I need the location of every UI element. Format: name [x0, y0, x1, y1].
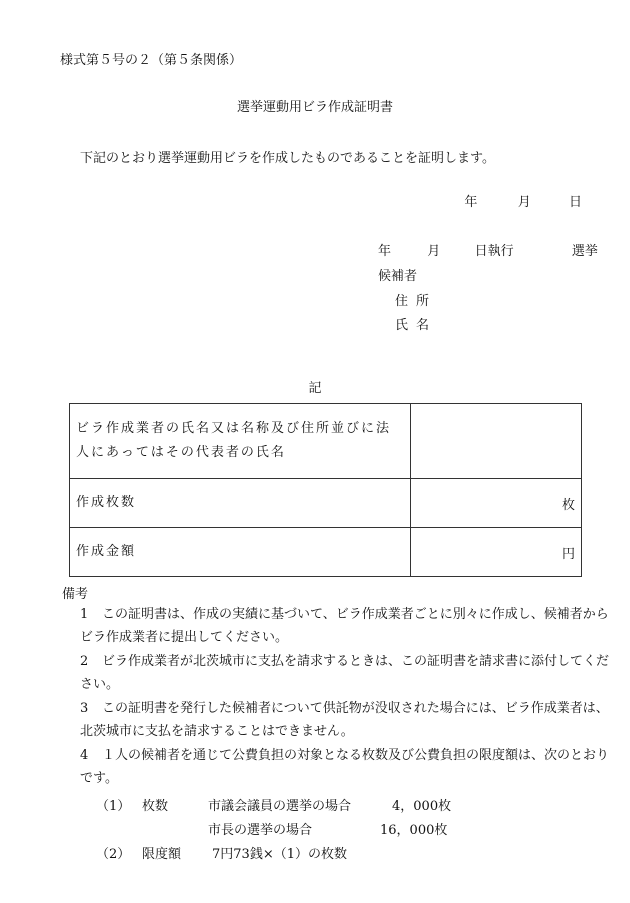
sub1-label: 枚数 [142, 799, 169, 814]
candidate-label: 候補者 [378, 269, 418, 284]
remarks-heading: 備考 [62, 587, 89, 602]
election-label: 選挙 [571, 244, 598, 259]
remark-number: 2 [80, 654, 89, 669]
remark-item [80, 697, 610, 743]
issue-date [464, 191, 582, 210]
vendor-name-label: ビラ作成業者の氏名又は名称及び住所並びに法人にあってはその代表者の氏名 [70, 404, 411, 479]
document-title: 選挙運動用ビラ作成証明書 [236, 100, 393, 115]
election-line [378, 240, 598, 259]
amount-label: 作成金額 [70, 528, 411, 577]
remark-text: この証明書は、作成の実績に基づいて、ビラ作成業者ごとに別々に作成し、候補者からビラ作成業者に提出してください。 [80, 607, 609, 645]
sub1-item-name: 市議会議員の選挙の場合 [208, 799, 352, 814]
remark-text: この証明書を発行した候補者について供託物が没収された場合には、ビラ作成業者は、北茨城市に支払を請求することはできません。 [80, 701, 609, 739]
election-month: 月 [427, 244, 441, 259]
quantity-unit: 枚 [561, 497, 575, 513]
sub1-number: （1） [96, 799, 131, 814]
sub1-item-value: 16，000枚 [380, 823, 448, 838]
table-row [70, 528, 582, 577]
election-executed: 日執行 [474, 244, 514, 259]
address-label: 住所 [395, 294, 438, 309]
intro-text: 下記のとおり選挙運動用ビラを作成したものであることを証明します。 [80, 151, 495, 166]
form-number: 様式第５号の２（第５条関係） [60, 53, 243, 68]
table-row [70, 479, 582, 528]
ki-heading: 記 [308, 381, 322, 396]
table-row [70, 404, 582, 479]
name-label: 氏名 [395, 318, 438, 333]
remark-item [80, 603, 610, 649]
remark-text: ビラ作成業者が北茨城市に支払を請求するときは、この証明書を請求書に添付してください。 [80, 654, 610, 692]
sub2-value: 7円73銭×（1）の枚数 [212, 847, 347, 862]
remark-text: １人の候補者を通じて公費負担の対象となる枚数及び公費負担の限度額は、次のとおりです。 [80, 748, 610, 786]
remark-number: 1 [80, 607, 89, 622]
sub1-item-name: 市長の選挙の場合 [208, 823, 313, 838]
quantity-field[interactable] [411, 479, 582, 528]
sub1-item-value: 4，000枚 [392, 799, 452, 814]
date-month: 月 [517, 195, 531, 210]
amount-unit: 円 [561, 546, 575, 562]
sub2-label: 限度額 [142, 847, 182, 862]
vendor-name-field[interactable] [411, 404, 582, 479]
remark-number: 4 [80, 748, 89, 763]
election-year: 年 [378, 244, 392, 259]
remark-number: 3 [80, 701, 89, 716]
sub2-number: （2） [96, 847, 131, 862]
remark-item [80, 744, 610, 790]
date-day: 日 [568, 195, 582, 210]
amount-field[interactable] [411, 528, 582, 577]
remark-item [80, 650, 610, 696]
quantity-label: 作成枚数 [70, 479, 411, 528]
info-table [69, 403, 582, 577]
date-year: 年 [464, 195, 478, 210]
